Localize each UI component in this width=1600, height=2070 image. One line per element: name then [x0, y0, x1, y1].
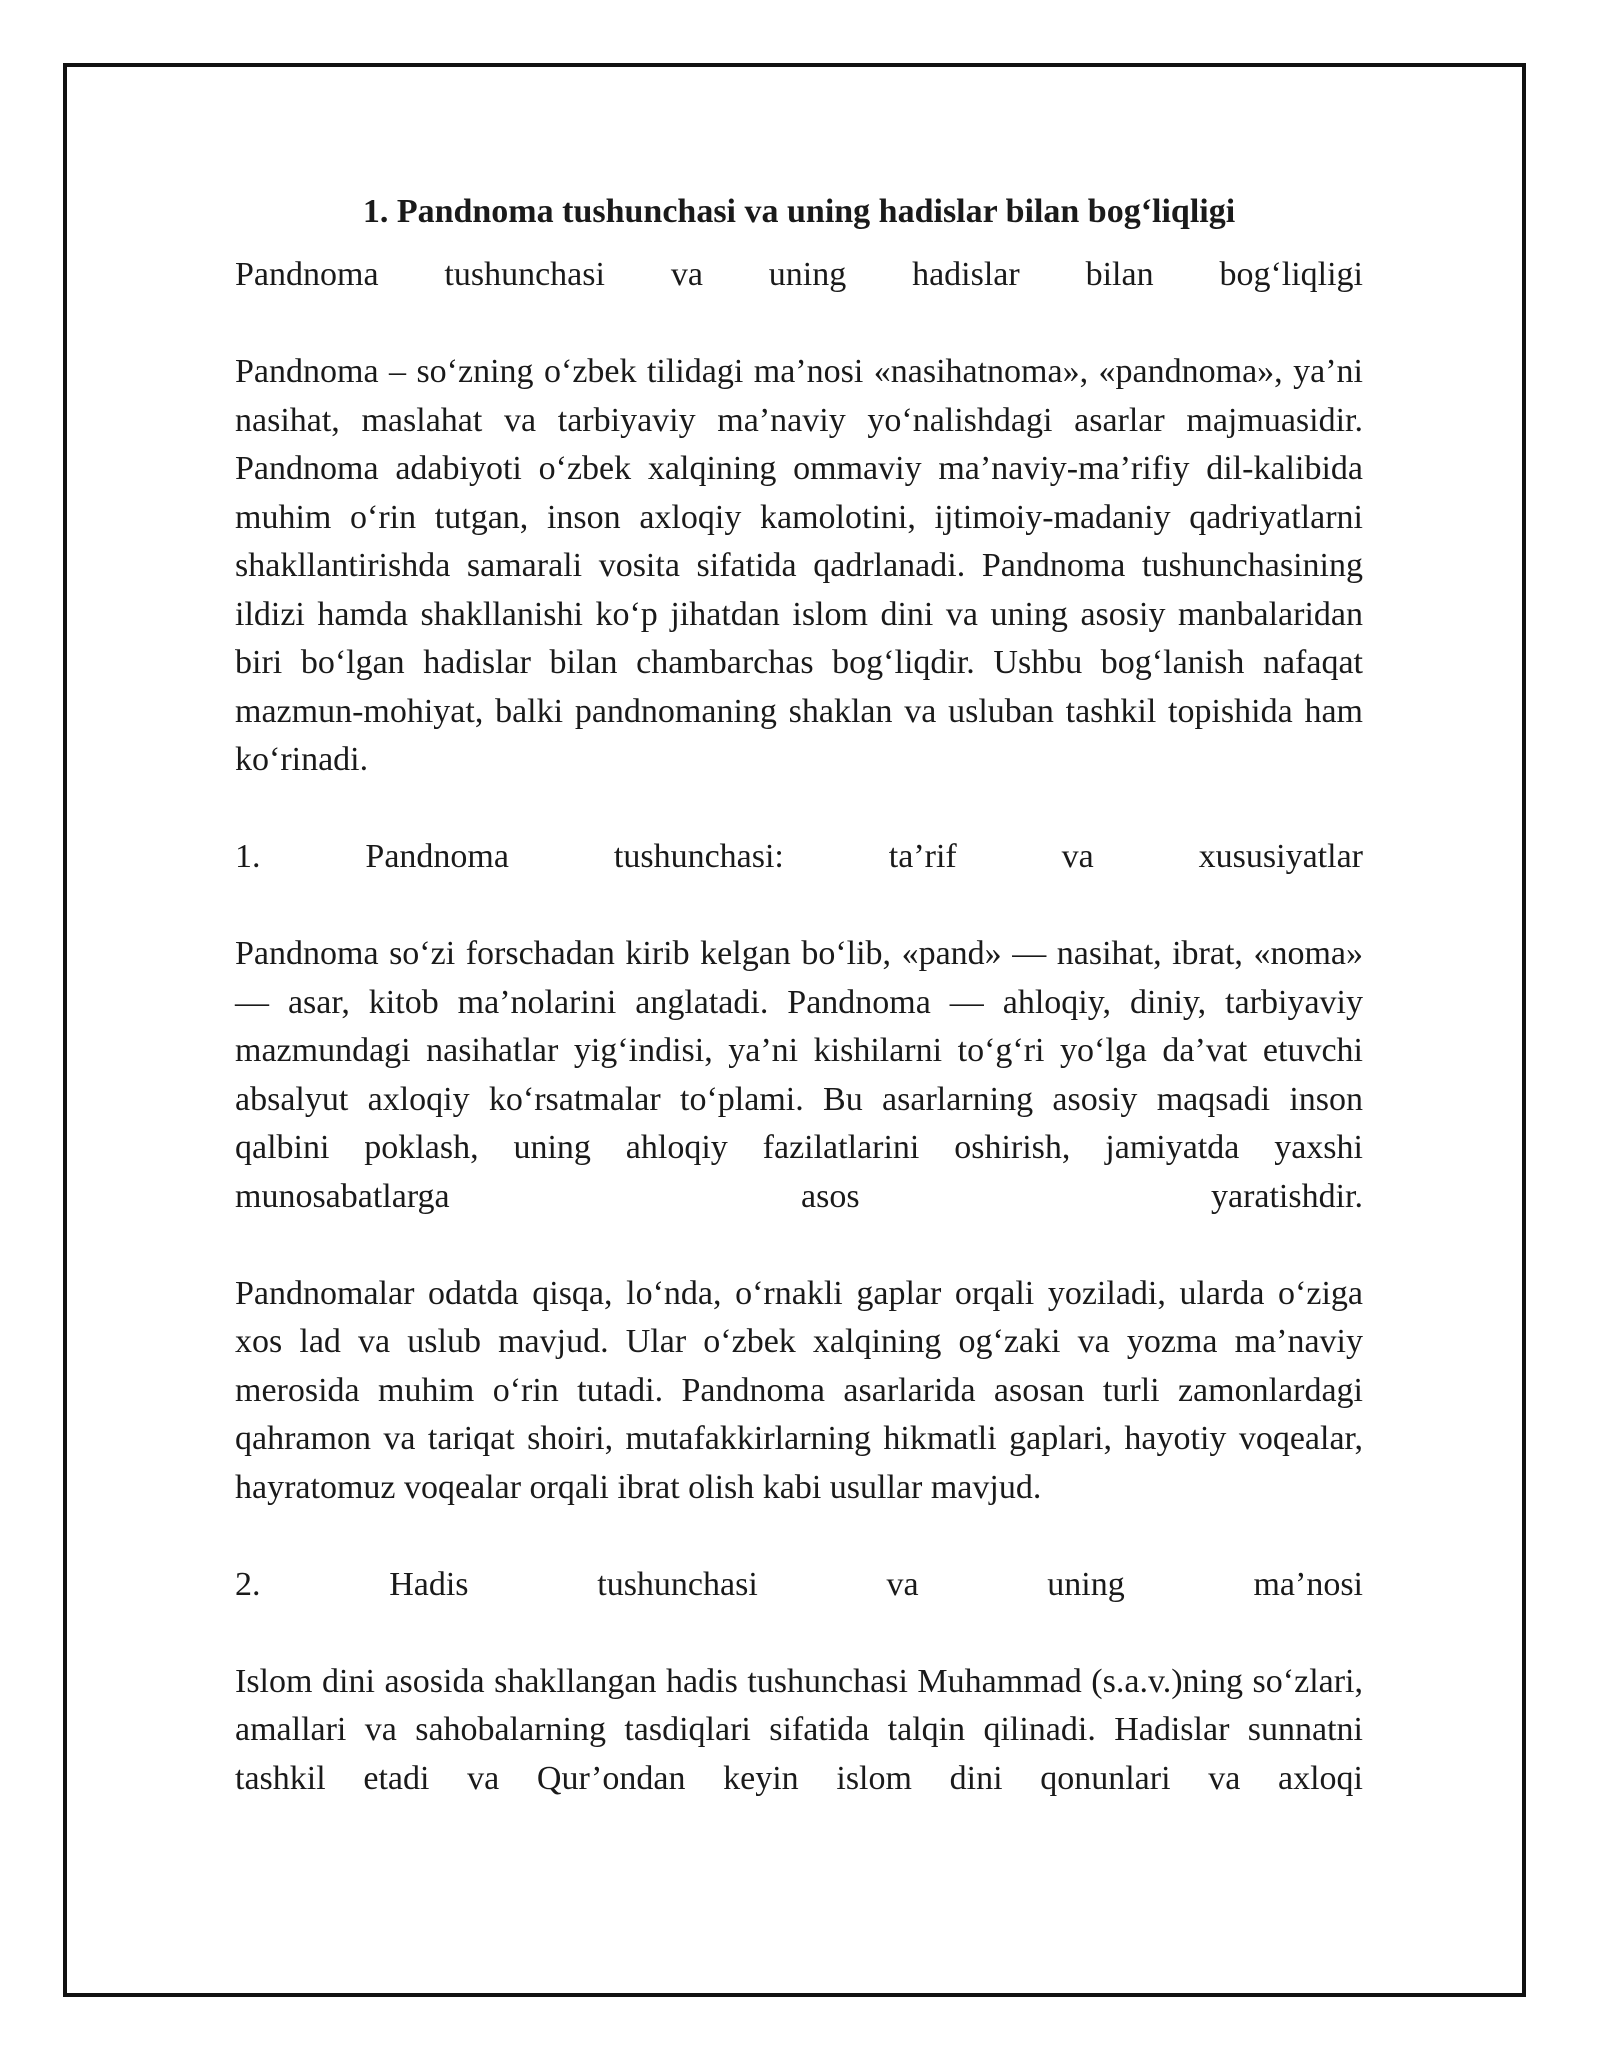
document-title: 1. Pandnoma tushunchasi va uning hadislar bilan bog‘liqligi: [362, 193, 1236, 230]
paragraph-hadith: Islom dini asosida shakllangan hadis tushunchasi Muhammad (s.a.v.)ning so‘zlari, amallari va sahobalarning tasdiqlari sifatida talqin qilinadi. Hadislar sunnatni tashkil etadi va Qur’ondan keyin islom dini qonunlari va axloqi: [235, 1662, 1363, 1797]
document-body: [235, 185, 1363, 1803]
paragraph-intro: Pandnoma – so‘zning o‘zbek tilidagi ma’nosi «nasihatnoma», «pandnoma», ya’ni nasihat, maslahat va tarbiyaviy ma’naviy yo‘nalishdagi asarlar majmuasidir. Pandnoma adabiyoti o‘zbek xalqining ommaviy ma’naviy-ma’rifiy dil-kalibida muhim o‘rin tutgan, inson axloqiy kamolotini, ijtimoiy-madaniy qadriyatlarni shakllantirishda samarali vosita sifatida qadrlanadi. Pandnoma tushunchasining ildizi hamda shakllanishi ko‘p jihatdan islom dini va uning asosiy manbalaridan biri bo‘lgan hadislar bilan chambarchas bog‘liqdir. Ushbu bog‘lanish nafaqat mazmun-mohiyat, balki pandnomaning shaklan va usluban tashkil topishida ham ko‘rinadi.: [235, 353, 1363, 778]
paragraph-definition: Pandnoma so‘zi forschadan kirib kelgan bo‘lib, «pand» — nasihat, ibrat, «noma» — asar, kitob ma’nolarini anglatadi. Pandnoma — ahloqiy, diniy, tarbiyaviy mazmundagi nasihatlar yig‘indisi, ya’ni kishilarni to‘g‘ri yo‘lga da’vat etuvchi absalyut axloqiy ko‘rsatmalar to‘plami. Bu asarlarning asosiy maqsadi inson qalbini poklash, uning ahloqiy fazilatlarini oshirish, jamiyatda yaxshi munosabatlarga asos yaratishdir.: [235, 935, 1363, 1215]
paragraph-features: Pandnomalar odatda qisqa, lo‘nda, o‘rnakli gaplar orqali yoziladi, ularda o‘ziga xos lad va uslub mavjud. Ular o‘zbek xalqining og‘zaki va yozma ma’naviy merosida muhim o‘rin tutadi. Pandnoma asarlarida asosan turli zamonlardagi qahramon va tariqat shoiri, mutafakkirlarning hikmatli gaplari, hayotiy voqealar, hayratomuz voqealar orqali ibrat olish kabi usullar mavjud.: [235, 1274, 1363, 1506]
paragraph-subtitle: Pandnoma tushunchasi va uning hadislar bilan bog‘liqligi: [235, 256, 1363, 293]
section-heading-2: 2. Hadis tushunchasi va uning ma’nosi: [235, 1565, 1363, 1603]
section-heading-1: 1. Pandnoma tushunchasi: ta’rif va xususiyatlar: [235, 838, 1363, 875]
